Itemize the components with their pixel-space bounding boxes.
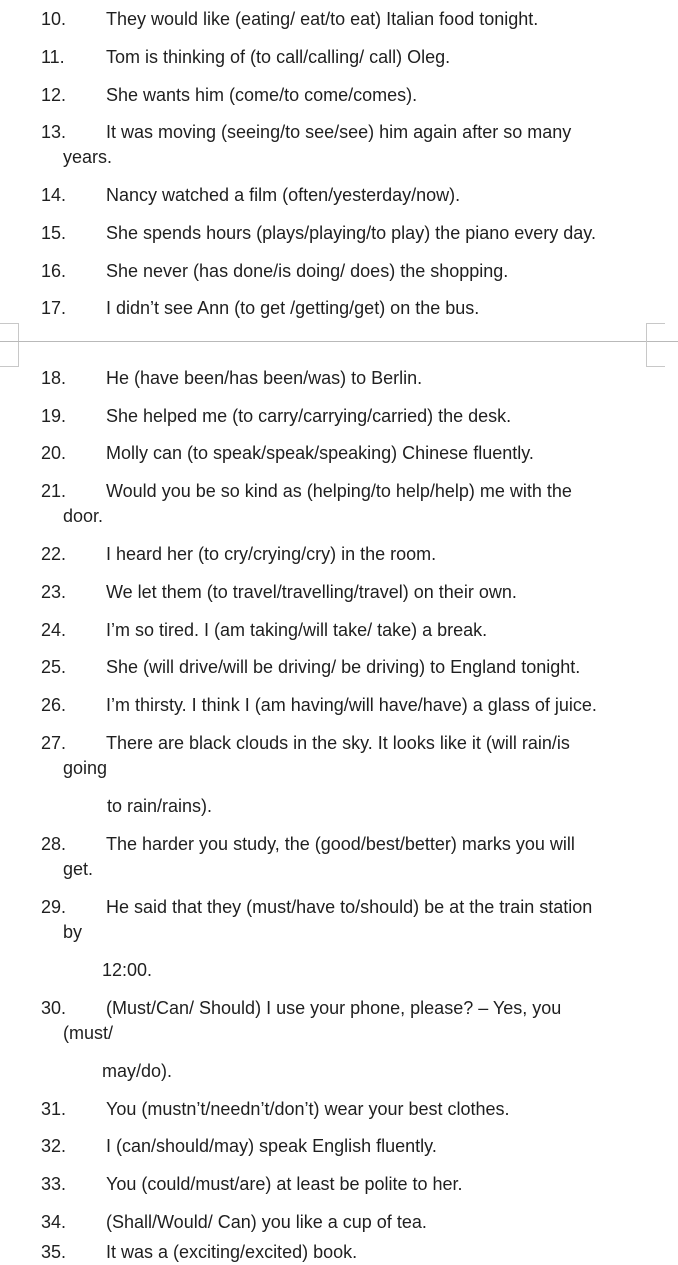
item-number: 26.: [41, 695, 67, 715]
item-text: (Shall/Would/ Can) you like a cup of tea.: [106, 1212, 427, 1232]
page-margin-marker-left: [0, 323, 19, 367]
item-text-continuation: years.: [63, 147, 113, 167]
item-number: 13.: [41, 122, 67, 142]
item-text: I’m so tired. I (am taking/will take/ take) a break.: [106, 620, 488, 640]
item-number: 11.: [41, 47, 65, 67]
item-text: It was moving (seeing/to see/see) him again after so many: [106, 122, 572, 142]
item-text: The harder you study, the (good/best/better) marks you will: [106, 834, 575, 854]
item-text-continuation: to rain/rains).: [107, 796, 213, 816]
item-text: Would you be so kind as (helping/to help/help) me with the: [106, 481, 572, 501]
item-text: She never (has done/is doing/ does) the shopping.: [106, 261, 509, 281]
item-number: 31.: [41, 1099, 67, 1119]
item-text: She spends hours (plays/playing/to play) the piano every day.: [106, 223, 596, 243]
item-text-continuation: may/do).: [102, 1061, 173, 1081]
item-text: I’m thirsty. I think I (am having/will have/have) a glass of juice.: [106, 695, 597, 715]
item-text-continuation: going: [63, 758, 108, 778]
item-text-continuation: 12:00.: [102, 960, 153, 980]
item-text: She (will drive/will be driving/ be driving) to England tonight.: [106, 657, 581, 677]
item-number: 15.: [41, 223, 67, 243]
item-number: 17.: [41, 298, 67, 318]
item-text: You (could/must/are) at least be polite to her.: [106, 1174, 463, 1194]
page-break-divider: [0, 341, 678, 342]
item-number: 23.: [41, 582, 67, 602]
item-number: 24.: [41, 620, 67, 640]
page-margin-marker-right: [646, 323, 665, 367]
item-number: 33.: [41, 1174, 67, 1194]
item-text: Tom is thinking of (to call/calling/ call) Oleg.: [106, 47, 451, 67]
item-number: 32.: [41, 1136, 67, 1156]
item-text: It was a (exciting/excited) book.: [106, 1242, 358, 1262]
item-text: Nancy watched a film (often/yesterday/now).: [106, 185, 461, 205]
item-number: 18.: [41, 368, 67, 388]
item-number: 35.: [41, 1242, 67, 1262]
item-text: I didn’t see Ann (to get /getting/get) on the bus.: [106, 298, 480, 318]
item-number: 30.: [41, 998, 67, 1018]
item-text-continuation: get.: [63, 859, 94, 879]
item-text: He (have been/has been/was) to Berlin.: [106, 368, 423, 388]
item-text: Molly can (to speak/speak/speaking) Chinese fluently.: [106, 443, 534, 463]
item-text: (Must/Can/ Should) I use your phone, please? – Yes, you: [106, 998, 562, 1018]
item-number: 12.: [41, 85, 67, 105]
item-number: 27.: [41, 733, 67, 753]
item-text: He said that they (must/have to/should) be at the train station: [106, 897, 593, 917]
item-number: 25.: [41, 657, 67, 677]
item-text: I heard her (to cry/crying/cry) in the room.: [106, 544, 437, 564]
item-text: They would like (eating/ eat/to eat) Italian food tonight.: [106, 9, 539, 29]
item-text: She wants him (come/to come/comes).: [106, 85, 418, 105]
item-text-continuation: by: [63, 922, 83, 942]
item-number: 21.: [41, 481, 67, 501]
item-number: 14.: [41, 185, 67, 205]
item-text: She helped me (to carry/carrying/carried) the desk.: [106, 406, 512, 426]
item-number: 20.: [41, 443, 67, 463]
item-text: You (mustn’t/needn’t/don’t) wear your best clothes.: [106, 1099, 510, 1119]
item-text: There are black clouds in the sky. It looks like it (will rain/is: [106, 733, 570, 753]
item-text: I (can/should/may) speak English fluently.: [106, 1136, 437, 1156]
item-number: 22.: [41, 544, 67, 564]
item-number: 29.: [41, 897, 67, 917]
item-text: We let them (to travel/travelling/travel) on their own.: [106, 582, 517, 602]
item-text-continuation: (must/: [63, 1023, 114, 1043]
item-text-continuation: door.: [63, 506, 104, 526]
item-number: 34.: [41, 1212, 67, 1232]
item-number: 28.: [41, 834, 67, 854]
item-number: 10.: [41, 9, 67, 29]
item-number: 19.: [41, 406, 67, 426]
item-number: 16.: [41, 261, 67, 281]
